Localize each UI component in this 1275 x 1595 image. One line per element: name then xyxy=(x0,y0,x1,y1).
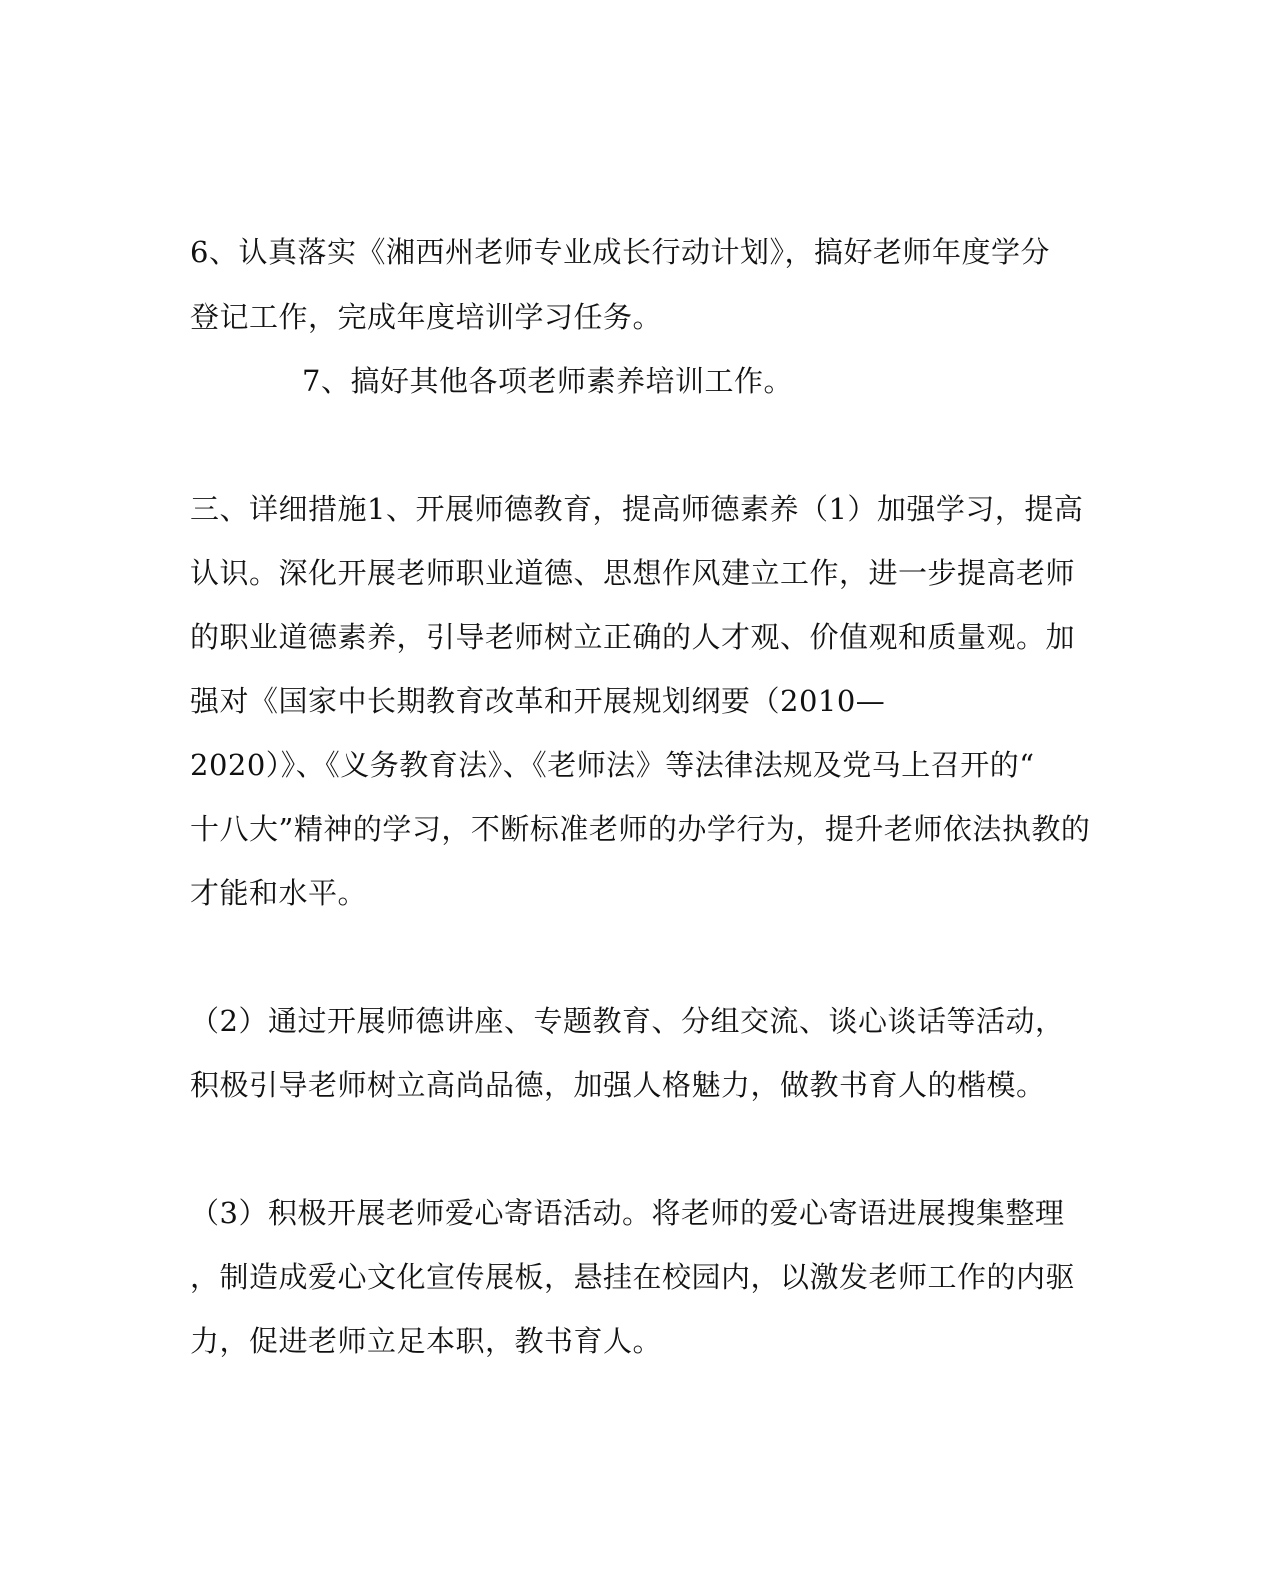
text-line: （3）积极开展老师爱心寄语活动。将老师的爱心寄语进展搜集整理 xyxy=(190,1196,1065,1230)
text-line: 十八大”精神的学习，不断标准老师的办学行为，提升老师依法执教的 xyxy=(190,812,1091,846)
text-line: （2）通过开展师德讲座、专题教育、分组交流、谈心谈话等活动， xyxy=(190,1004,1065,1038)
text-line: ，制造成爱心文化宣传展板，悬挂在校园内，以激发老师工作的内驱 xyxy=(190,1260,1076,1294)
text-line: 6、认真落实《湘西州老师专业成长行动计划》，搞好老师年度学分 xyxy=(190,235,1050,269)
text-line: 登记工作，完成年度培训学习任务。 xyxy=(190,300,663,334)
text-line: 力，促进老师立足本职，教书育人。 xyxy=(190,1324,663,1358)
text-line: 三、详细措施1、开展师德教育，提高师德素养（1）加强学习，提高 xyxy=(190,492,1084,526)
text-line: 的职业道德素养，引导老师树立正确的人才观、价值观和质量观。加 xyxy=(190,620,1076,654)
text-line: 强对《国家中长期教育改革和开展规划纲要（2010— xyxy=(190,684,886,718)
text-line: 7、搞好其他各项老师素养培训工作。 xyxy=(302,364,793,398)
text-line: 2020）》、《义务教育法》、《老师法》等法律法规及党马上召开的“ xyxy=(190,748,1035,782)
text-line: 认识。深化开展老师职业道德、思想作风建立工作，进一步提高老师 xyxy=(190,556,1076,590)
text-line: 才能和水平。 xyxy=(190,876,368,910)
text-line: 积极引导老师树立高尚品德，加强人格魅力，做教书育人的楷模。 xyxy=(190,1068,1046,1102)
